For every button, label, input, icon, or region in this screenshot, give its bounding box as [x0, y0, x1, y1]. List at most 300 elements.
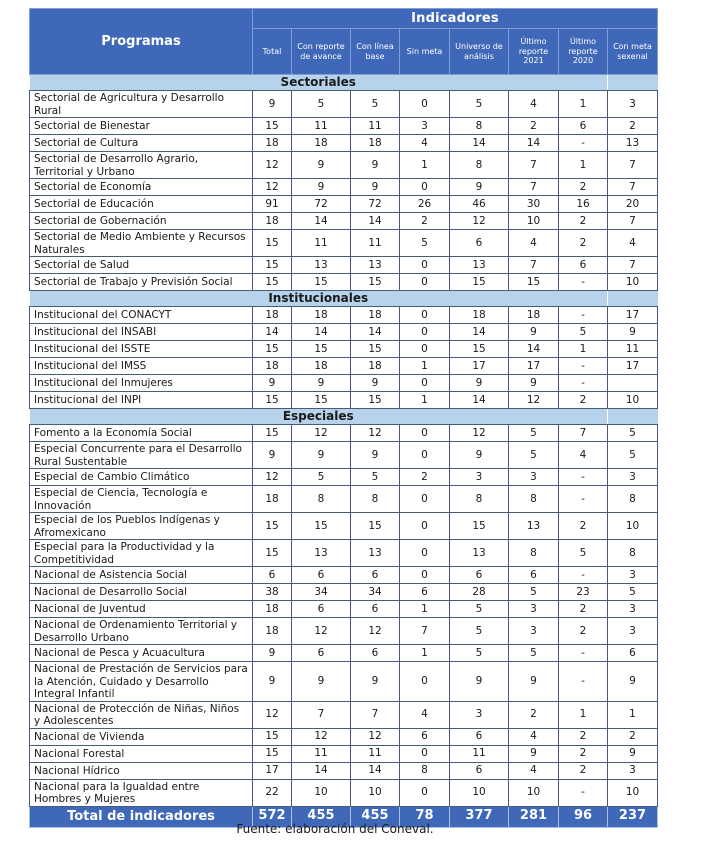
value-cell: 12: [292, 618, 351, 645]
value-cell: 0: [400, 745, 450, 762]
program-name: Sectorial de Cultura: [30, 135, 253, 152]
program-name: Nacional Forestal: [30, 745, 253, 762]
value-cell: 12: [450, 425, 509, 442]
table-row: [30, 257, 658, 274]
value-cell: 3: [450, 469, 509, 486]
value-cell: 10: [292, 779, 351, 806]
value-cell: 2: [608, 118, 658, 135]
section-spacer: [608, 291, 658, 307]
value-cell: 14: [351, 324, 400, 341]
value-cell: 1: [400, 152, 450, 179]
value-cell: 9: [450, 662, 509, 702]
value-cell: 1: [400, 601, 450, 618]
value-cell: 15: [253, 540, 292, 567]
total-cell: 455: [292, 806, 351, 827]
value-cell: 6: [450, 567, 509, 584]
value-cell: 5: [608, 425, 658, 442]
table-row: [30, 701, 658, 728]
value-cell: 14: [292, 324, 351, 341]
program-name: Institucional del CONACYT: [30, 307, 253, 324]
value-cell: 5: [450, 91, 509, 118]
value-cell: 3: [608, 469, 658, 486]
value-cell: 18: [351, 307, 400, 324]
value-cell: 18: [253, 307, 292, 324]
table-row: [30, 662, 658, 702]
value-cell: 9: [292, 662, 351, 702]
value-cell: 12: [292, 728, 351, 745]
value-cell: 11: [351, 118, 400, 135]
value-cell: 2: [559, 745, 608, 762]
value-cell: 15: [292, 513, 351, 540]
value-cell: 17: [509, 358, 559, 375]
value-cell: 18: [292, 358, 351, 375]
value-cell: 18: [253, 213, 292, 230]
value-cell: 11: [292, 745, 351, 762]
value-cell: 8: [450, 118, 509, 135]
value-cell: 8: [351, 486, 400, 513]
value-cell: 5: [509, 584, 559, 601]
value-cell: 5: [351, 91, 400, 118]
value-cell: 3: [400, 118, 450, 135]
program-name: Sectorial de Gobernación: [30, 213, 253, 230]
value-cell: 91: [253, 196, 292, 213]
value-cell: 9: [608, 745, 658, 762]
value-cell: 34: [292, 584, 351, 601]
value-cell: 15: [253, 341, 292, 358]
value-cell: 15: [351, 274, 400, 291]
value-cell: 20: [608, 196, 658, 213]
value-cell: 3: [608, 601, 658, 618]
value-cell: 18: [292, 307, 351, 324]
value-cell: 6: [450, 762, 509, 779]
value-cell: 5: [608, 442, 658, 469]
value-cell: 9: [253, 91, 292, 118]
value-cell: 8: [450, 152, 509, 179]
program-name: Institucional del IMSS: [30, 358, 253, 375]
value-cell: 15: [351, 392, 400, 409]
total-cell: 237: [608, 806, 658, 827]
value-cell: 0: [400, 779, 450, 806]
value-cell: 1: [400, 645, 450, 662]
value-cell: 13: [450, 257, 509, 274]
value-cell: 15: [450, 274, 509, 291]
value-cell: 3: [608, 618, 658, 645]
value-cell: 12: [292, 425, 351, 442]
total-cell: 377: [450, 806, 509, 827]
value-cell: -: [559, 469, 608, 486]
value-cell: 9: [450, 179, 509, 196]
value-cell: 18: [253, 358, 292, 375]
value-cell: 9: [292, 179, 351, 196]
table-row: [30, 135, 658, 152]
value-cell: 14: [292, 762, 351, 779]
program-name: Fomento a la Economía Social: [30, 425, 253, 442]
value-cell: 7: [351, 701, 400, 728]
value-cell: 16: [559, 196, 608, 213]
program-name: Sectorial de Educación: [30, 196, 253, 213]
value-cell: 7: [509, 257, 559, 274]
program-name: Especial de Cambio Climático: [30, 469, 253, 486]
value-cell: 8: [450, 486, 509, 513]
column-group-indicadores: Indicadores: [253, 9, 658, 29]
value-cell: 9: [509, 662, 559, 702]
value-cell: 6: [253, 567, 292, 584]
table-row: [30, 728, 658, 745]
value-cell: 9: [608, 324, 658, 341]
program-name: Sectorial de Economía: [30, 179, 253, 196]
value-cell: -: [559, 375, 608, 392]
value-cell: 8: [608, 540, 658, 567]
table-row: [30, 358, 658, 375]
value-cell: 1: [559, 701, 608, 728]
total-cell: 572: [253, 806, 292, 827]
value-cell: 12: [450, 213, 509, 230]
value-cell: 12: [351, 618, 400, 645]
value-cell: 9: [450, 442, 509, 469]
value-cell: 18: [253, 135, 292, 152]
value-cell: 22: [253, 779, 292, 806]
value-cell: 15: [450, 341, 509, 358]
value-cell: 12: [509, 392, 559, 409]
value-cell: 2: [559, 392, 608, 409]
value-cell: 15: [253, 392, 292, 409]
value-cell: 9: [509, 375, 559, 392]
table-header: [30, 9, 658, 75]
value-cell: 15: [253, 513, 292, 540]
value-cell: 5: [559, 324, 608, 341]
value-cell: 4: [509, 728, 559, 745]
value-cell: 0: [400, 486, 450, 513]
column-header-con-meta-sexenal: Con meta sexenal: [608, 29, 658, 75]
value-cell: 13: [292, 257, 351, 274]
total-cell: 455: [351, 806, 400, 827]
value-cell: 15: [292, 392, 351, 409]
section-header-row: [30, 75, 658, 91]
value-cell: 10: [608, 779, 658, 806]
program-name: Especial para la Productividad y la Competitividad: [30, 540, 253, 567]
value-cell: 6: [509, 567, 559, 584]
value-cell: 6: [450, 230, 509, 257]
value-cell: 13: [292, 540, 351, 567]
value-cell: 10: [450, 779, 509, 806]
column-header-programas: Programas: [30, 9, 253, 75]
source-note: Fuente: elaboración del Coneval.: [236, 822, 434, 836]
table-row: [30, 179, 658, 196]
value-cell: 9: [292, 442, 351, 469]
value-cell: 17: [608, 358, 658, 375]
value-cell: 0: [400, 274, 450, 291]
value-cell: 15: [292, 341, 351, 358]
value-cell: 5: [400, 230, 450, 257]
value-cell: 6: [559, 118, 608, 135]
value-cell: 34: [351, 584, 400, 601]
table-row: [30, 152, 658, 179]
value-cell: 18: [450, 307, 509, 324]
table-row: [30, 230, 658, 257]
value-cell: 15: [351, 341, 400, 358]
value-cell: 4: [400, 701, 450, 728]
value-cell: 30: [509, 196, 559, 213]
value-cell: 2: [559, 213, 608, 230]
value-cell: 10: [351, 779, 400, 806]
value-cell: 0: [400, 567, 450, 584]
value-cell: 14: [450, 324, 509, 341]
column-header-ultimo-reporte-2021: Último reporte 2021: [509, 29, 559, 75]
value-cell: 13: [351, 257, 400, 274]
value-cell: 13: [351, 540, 400, 567]
value-cell: 2: [559, 728, 608, 745]
value-cell: 9: [292, 375, 351, 392]
table-row: [30, 469, 658, 486]
value-cell: 0: [400, 375, 450, 392]
value-cell: 13: [450, 540, 509, 567]
program-name: Nacional de Prestación de Servicios para la Atención, Cuidado y Desarrollo Integral Infantil: [30, 662, 253, 702]
value-cell: 3: [608, 91, 658, 118]
column-header-ultimo-reporte-2020: Último reporte 2020: [559, 29, 608, 75]
value-cell: 5: [450, 601, 509, 618]
value-cell: 9: [253, 375, 292, 392]
value-cell: 11: [292, 230, 351, 257]
value-cell: 12: [253, 469, 292, 486]
table-row: [30, 91, 658, 118]
section-spacer: [608, 75, 658, 91]
value-cell: 3: [608, 762, 658, 779]
table-row: [30, 540, 658, 567]
total-cell: 281: [509, 806, 559, 827]
table-row: [30, 375, 658, 392]
value-cell: 4: [559, 442, 608, 469]
value-cell: 9: [253, 442, 292, 469]
value-cell: 15: [292, 274, 351, 291]
section-header-row: [30, 291, 658, 307]
table-row: [30, 425, 658, 442]
value-cell: 0: [400, 307, 450, 324]
value-cell: 18: [253, 601, 292, 618]
value-cell: -: [559, 358, 608, 375]
value-cell: 15: [509, 274, 559, 291]
program-name: Sectorial de Medio Ambiente y Recursos Naturales: [30, 230, 253, 257]
value-cell: 0: [400, 540, 450, 567]
value-cell: 5: [450, 645, 509, 662]
value-cell: 6: [400, 728, 450, 745]
value-cell: 8: [509, 486, 559, 513]
value-cell: 0: [400, 442, 450, 469]
value-cell: 11: [450, 745, 509, 762]
section-title: Especiales: [30, 409, 608, 425]
value-cell: -: [559, 274, 608, 291]
value-cell: 18: [292, 135, 351, 152]
value-cell: 9: [509, 745, 559, 762]
program-name: Especial de Ciencia, Tecnología e Innovación: [30, 486, 253, 513]
value-cell: 14: [509, 135, 559, 152]
column-header-universo-analisis: Universo de análisis: [450, 29, 509, 75]
value-cell: 5: [509, 645, 559, 662]
program-name: Sectorial de Bienestar: [30, 118, 253, 135]
value-cell: 26: [400, 196, 450, 213]
value-cell: 2: [509, 701, 559, 728]
program-name: Institucional del INSABI: [30, 324, 253, 341]
program-name: Nacional de Juventud: [30, 601, 253, 618]
value-cell: 0: [400, 513, 450, 540]
value-cell: 17: [608, 307, 658, 324]
column-header-total: Total: [253, 29, 292, 75]
table-row: [30, 442, 658, 469]
value-cell: 5: [559, 540, 608, 567]
value-cell: 2: [559, 513, 608, 540]
table-row: [30, 392, 658, 409]
value-cell: 28: [450, 584, 509, 601]
value-cell: 4: [400, 135, 450, 152]
value-cell: 4: [509, 762, 559, 779]
value-cell: 9: [351, 152, 400, 179]
value-cell: 3: [450, 701, 509, 728]
value-cell: 72: [351, 196, 400, 213]
program-name: Nacional de Desarrollo Social: [30, 584, 253, 601]
value-cell: 9: [253, 662, 292, 702]
program-name: Nacional de Pesca y Acuacultura: [30, 645, 253, 662]
value-cell: 23: [559, 584, 608, 601]
table-row: [30, 745, 658, 762]
value-cell: 5: [608, 584, 658, 601]
program-name: Nacional de Asistencia Social: [30, 567, 253, 584]
value-cell: 2: [559, 601, 608, 618]
value-cell: 0: [400, 91, 450, 118]
total-cell: 78: [400, 806, 450, 827]
table-row: [30, 762, 658, 779]
value-cell: 1: [608, 701, 658, 728]
table-row: [30, 567, 658, 584]
value-cell: 11: [608, 341, 658, 358]
value-cell: 10: [608, 392, 658, 409]
value-cell: 0: [400, 662, 450, 702]
value-cell: -: [559, 486, 608, 513]
value-cell: 8: [400, 762, 450, 779]
value-cell: 7: [608, 257, 658, 274]
value-cell: 18: [509, 307, 559, 324]
value-cell: 1: [559, 91, 608, 118]
value-cell: 12: [351, 728, 400, 745]
value-cell: 9: [509, 324, 559, 341]
value-cell: 11: [292, 118, 351, 135]
table-row: [30, 779, 658, 806]
value-cell: 1: [400, 392, 450, 409]
value-cell: 15: [450, 513, 509, 540]
value-cell: 9: [351, 662, 400, 702]
program-name: Especial de los Pueblos Indígenas y Afromexicano: [30, 513, 253, 540]
value-cell: 9: [351, 375, 400, 392]
value-cell: 14: [351, 213, 400, 230]
value-cell: 5: [351, 469, 400, 486]
value-cell: 18: [351, 358, 400, 375]
program-name: Sectorial de Desarrollo Agrario, Territorial y Urbano: [30, 152, 253, 179]
section-header-row: [30, 409, 658, 425]
section-title: Institucionales: [30, 291, 608, 307]
value-cell: 10: [608, 513, 658, 540]
value-cell: 14: [509, 341, 559, 358]
program-name: Nacional para la Igualdad entre Hombres y Mujeres: [30, 779, 253, 806]
value-cell: 15: [351, 513, 400, 540]
column-header-con-reporte-avance: Con reporte de avance: [292, 29, 351, 75]
value-cell: 7: [292, 701, 351, 728]
value-cell: 17: [253, 762, 292, 779]
value-cell: 18: [253, 618, 292, 645]
value-cell: 10: [608, 274, 658, 291]
table-row: [30, 307, 658, 324]
table-body: [30, 75, 658, 807]
value-cell: 15: [253, 230, 292, 257]
value-cell: 15: [253, 257, 292, 274]
value-cell: 15: [253, 274, 292, 291]
value-cell: 6: [351, 567, 400, 584]
value-cell: 13: [608, 135, 658, 152]
value-cell: 8: [608, 486, 658, 513]
value-cell: -: [559, 135, 608, 152]
value-cell: 0: [400, 324, 450, 341]
value-cell: 14: [351, 762, 400, 779]
value-cell: 15: [253, 118, 292, 135]
value-cell: 13: [509, 513, 559, 540]
value-cell: 18: [351, 135, 400, 152]
value-cell: -: [559, 307, 608, 324]
value-cell: 5: [509, 442, 559, 469]
program-name: Institucional del ISSTE: [30, 341, 253, 358]
value-cell: 46: [450, 196, 509, 213]
value-cell: 5: [292, 91, 351, 118]
value-cell: 2: [608, 728, 658, 745]
value-cell: 15: [253, 745, 292, 762]
value-cell: 9: [351, 179, 400, 196]
value-cell: 0: [400, 179, 450, 196]
value-cell: 3: [608, 567, 658, 584]
total-cell: 96: [559, 806, 608, 827]
program-name: Nacional Hídrico: [30, 762, 253, 779]
value-cell: 2: [559, 762, 608, 779]
program-name: Institucional del Inmujeres: [30, 375, 253, 392]
value-cell: 0: [400, 341, 450, 358]
indicators-table: [29, 8, 658, 828]
value-cell: 15: [253, 425, 292, 442]
value-cell: 1: [559, 152, 608, 179]
value-cell: 3: [509, 469, 559, 486]
value-cell: 9: [608, 662, 658, 702]
table-row: [30, 274, 658, 291]
value-cell: 14: [253, 324, 292, 341]
value-cell: 14: [450, 135, 509, 152]
table-row: [30, 118, 658, 135]
table-row: [30, 486, 658, 513]
value-cell: 4: [509, 230, 559, 257]
value-cell: 9: [351, 442, 400, 469]
value-cell: 14: [292, 213, 351, 230]
value-cell: 17: [450, 358, 509, 375]
program-name: Sectorial de Agricultura y Desarrollo Rural: [30, 91, 253, 118]
program-name: Sectorial de Salud: [30, 257, 253, 274]
value-cell: 2: [400, 213, 450, 230]
value-cell: 1: [400, 358, 450, 375]
table-row: [30, 341, 658, 358]
value-cell: 7: [400, 618, 450, 645]
value-cell: 8: [509, 540, 559, 567]
value-cell: 4: [608, 230, 658, 257]
value-cell: 1: [559, 341, 608, 358]
value-cell: 72: [292, 196, 351, 213]
value-cell: 7: [559, 425, 608, 442]
program-name: Nacional de Protección de Niñas, Niños y Adolescentes: [30, 701, 253, 728]
value-cell: 7: [509, 179, 559, 196]
value-cell: 10: [509, 779, 559, 806]
program-name: Sectorial de Trabajo y Previsión Social: [30, 274, 253, 291]
value-cell: 6: [351, 645, 400, 662]
